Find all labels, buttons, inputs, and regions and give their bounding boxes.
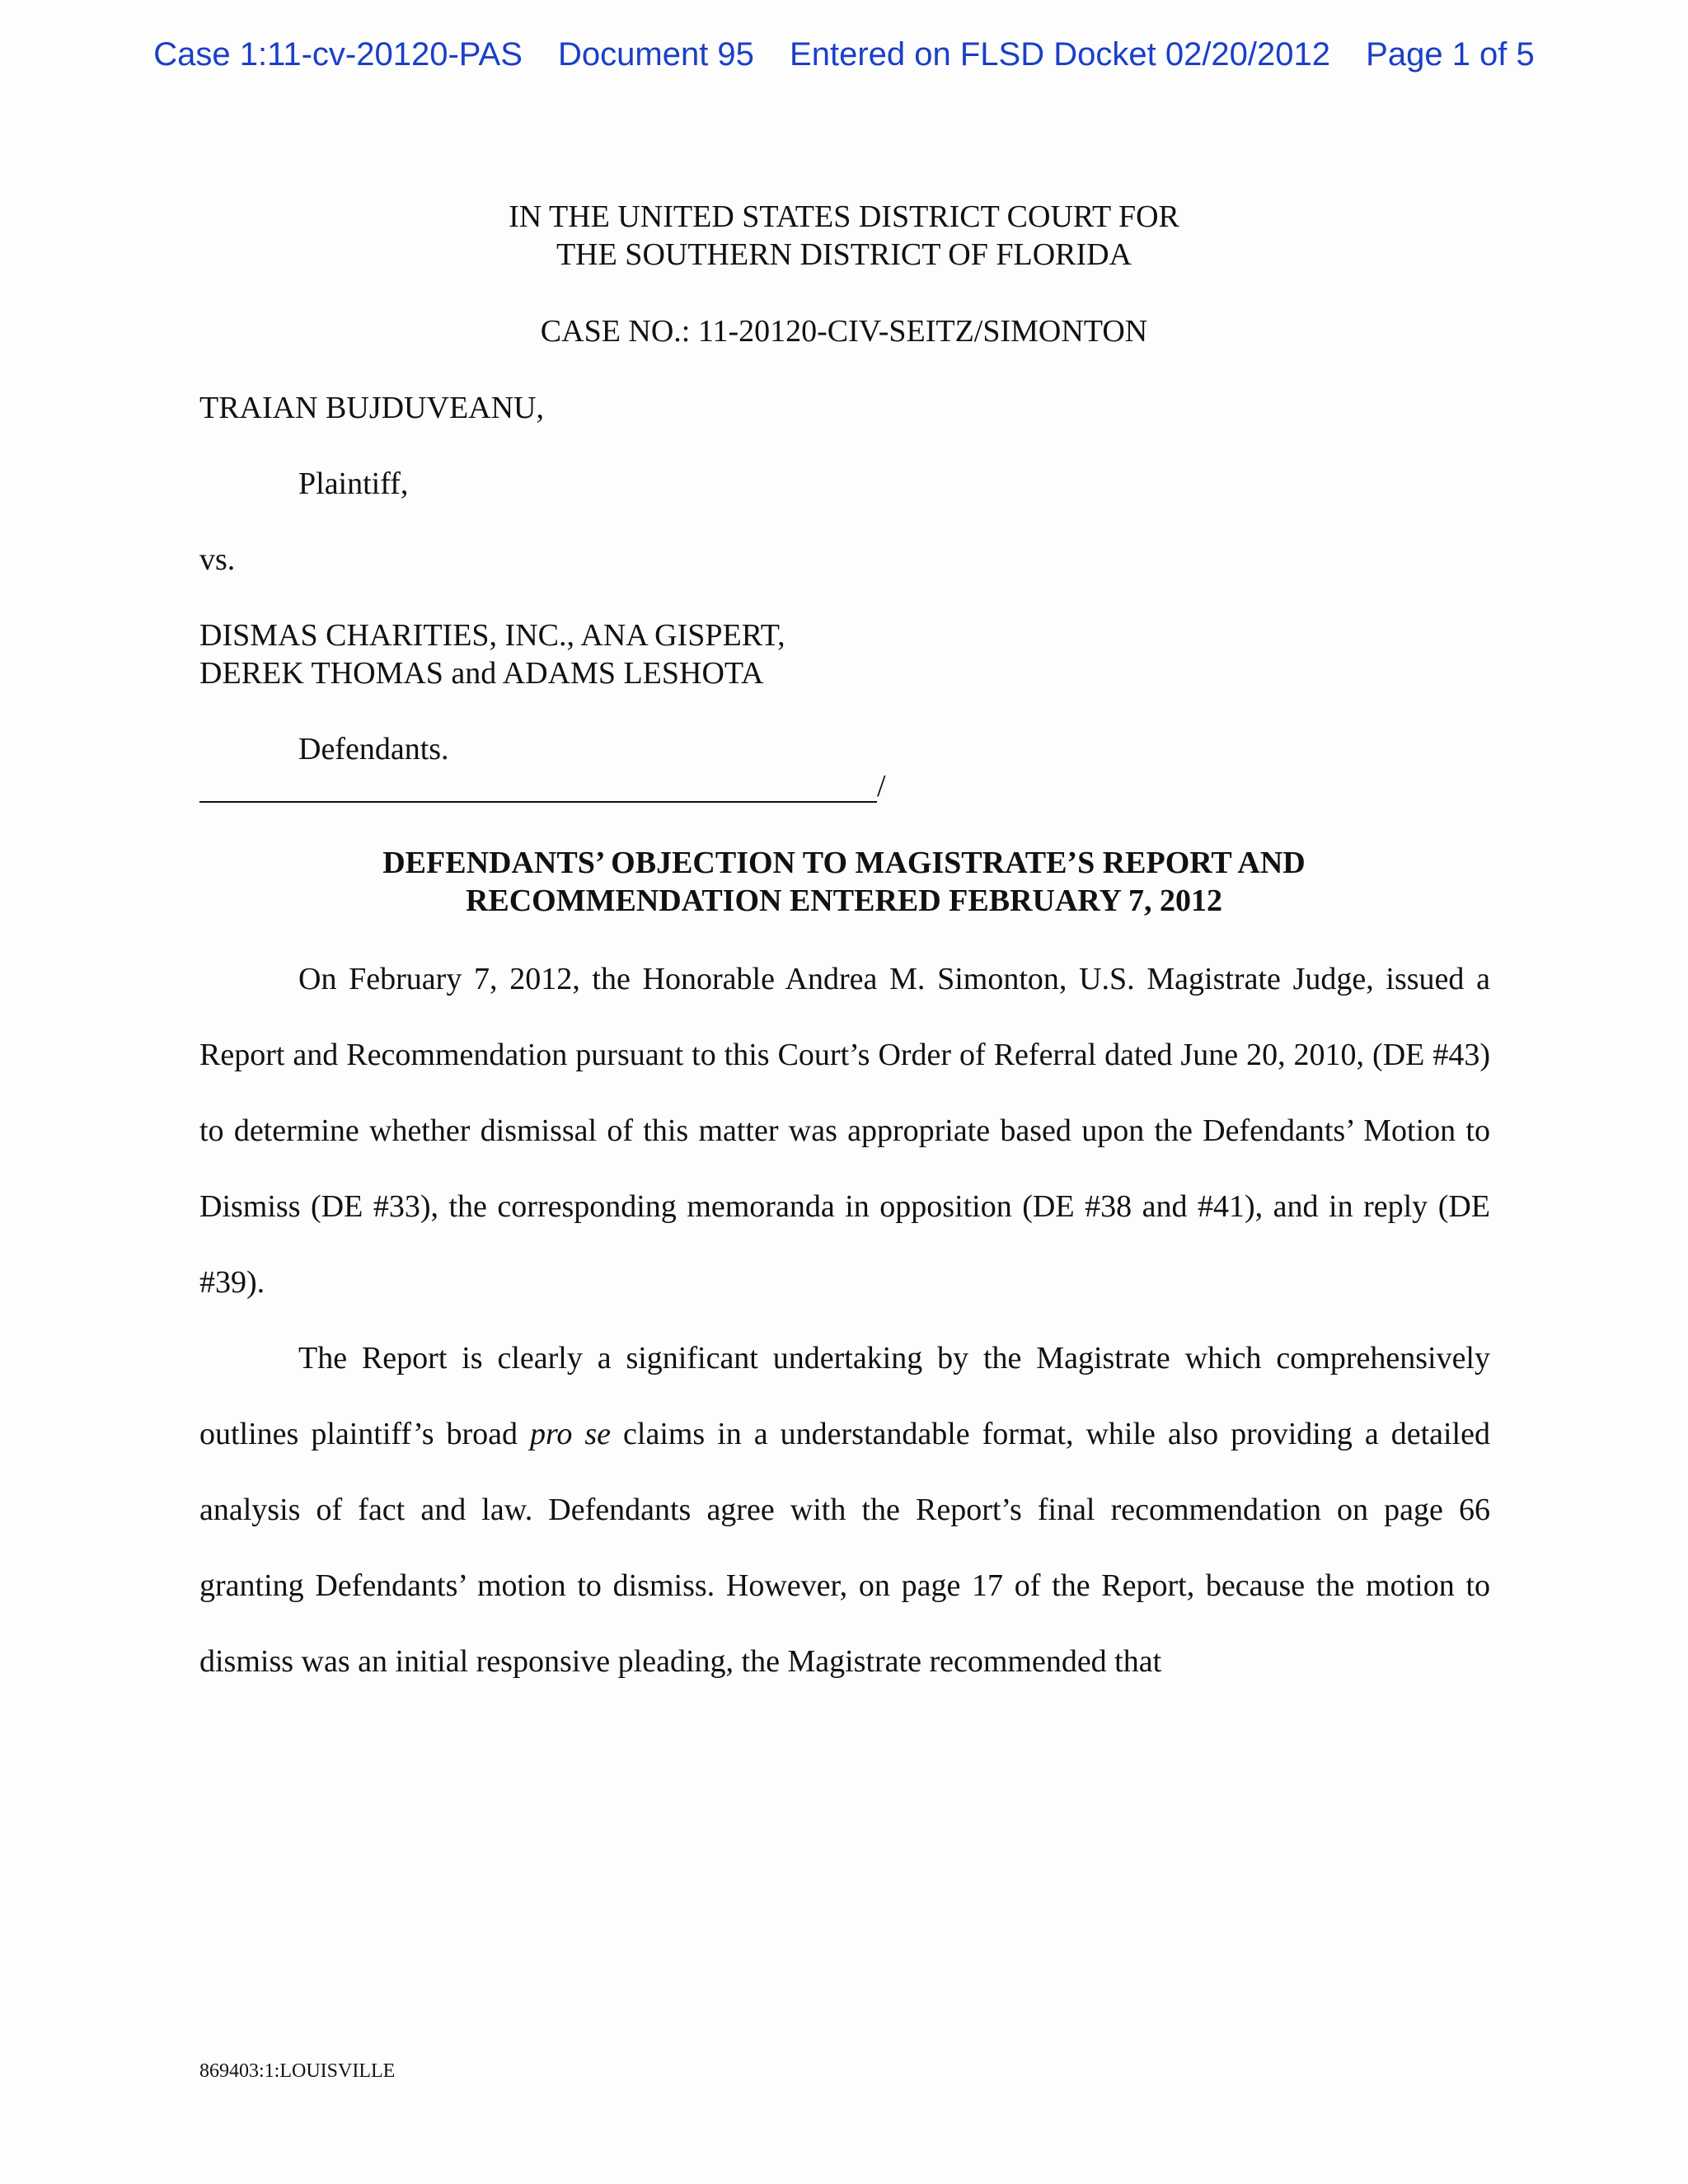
- body-paragraph-2-part-2: claims in a understandable format, while also providing a detailed analysis of fact and law. Defendants agree with the Report’s final recommendation on page 66 granting Defendants’ motion to dismiss. However, on page 17 of the Report, because the motion to dismiss was an initial responsive pleading, the Magistrate recommended that: [199, 1417, 1490, 1679]
- versus-label: vs.: [199, 542, 236, 577]
- plaintiff-role: Plaintiff,: [298, 466, 409, 501]
- stamp-document-number: Document 95: [558, 36, 754, 73]
- defendants-names-line-2: DEREK THOMAS and ADAMS LESHOTA: [199, 656, 764, 691]
- stamp-case-number: Case 1:11-cv-20120-PAS: [153, 36, 523, 73]
- docket-stamp: [0, 36, 1688, 73]
- document-title-line-2: RECOMMENDATION ENTERED FEBRUARY 7, 2012: [465, 883, 1223, 918]
- court-heading-line-2: THE SOUTHERN DISTRICT OF FLORIDA: [556, 237, 1132, 272]
- document-footer-id: 869403:1:LOUISVILLE: [199, 2060, 396, 2082]
- case-number: CASE NO.: 11-20120-CIV-SEITZ/SIMONTON: [540, 314, 1148, 349]
- document-title: [0, 844, 1688, 920]
- court-heading-line-1: IN THE UNITED STATES DISTRICT COURT FOR: [509, 199, 1179, 234]
- body-paragraph-2: [199, 1320, 1490, 1699]
- defendants-role: Defendants.: [298, 732, 449, 766]
- pro-se-term: pro se: [530, 1417, 612, 1451]
- caption-slash: /: [877, 769, 886, 804]
- body-paragraph-2-part-1: The Report is clearly a significant undertaking by the Magistrate which comprehensively outlines plaintiff’s broad: [199, 1341, 1490, 1451]
- body-paragraph-1: On February 7, 2012, the Honorable Andrea M. Simonton, U.S. Magistrate Judge, issued a Report and Recommendation pursuant to this Court’s Order of Referral dated June 20, 2010, (DE #43) to determine whether dismissal of this matter was appropriate based upon the Defendants’ Motion to Dismiss (DE #33), the corresponding memoranda in opposition (DE #38 and #41), and in reply (DE #39).: [199, 962, 1490, 1300]
- court-heading: [0, 198, 1688, 274]
- stamp-entered-date: Entered on FLSD Docket 02/20/2012: [790, 36, 1331, 73]
- stamp-page-number: Page 1 of 5: [1366, 36, 1535, 73]
- plaintiff-name: TRAIAN BUJDUVEANU,: [199, 391, 544, 425]
- document-title-line-1: DEFENDANTS’ OBJECTION TO MAGISTRATE’S REPORT AND: [382, 846, 1306, 880]
- caption-divider: [199, 801, 877, 803]
- defendants-names-line-1: DISMAS CHARITIES, INC., ANA GISPERT,: [199, 618, 785, 653]
